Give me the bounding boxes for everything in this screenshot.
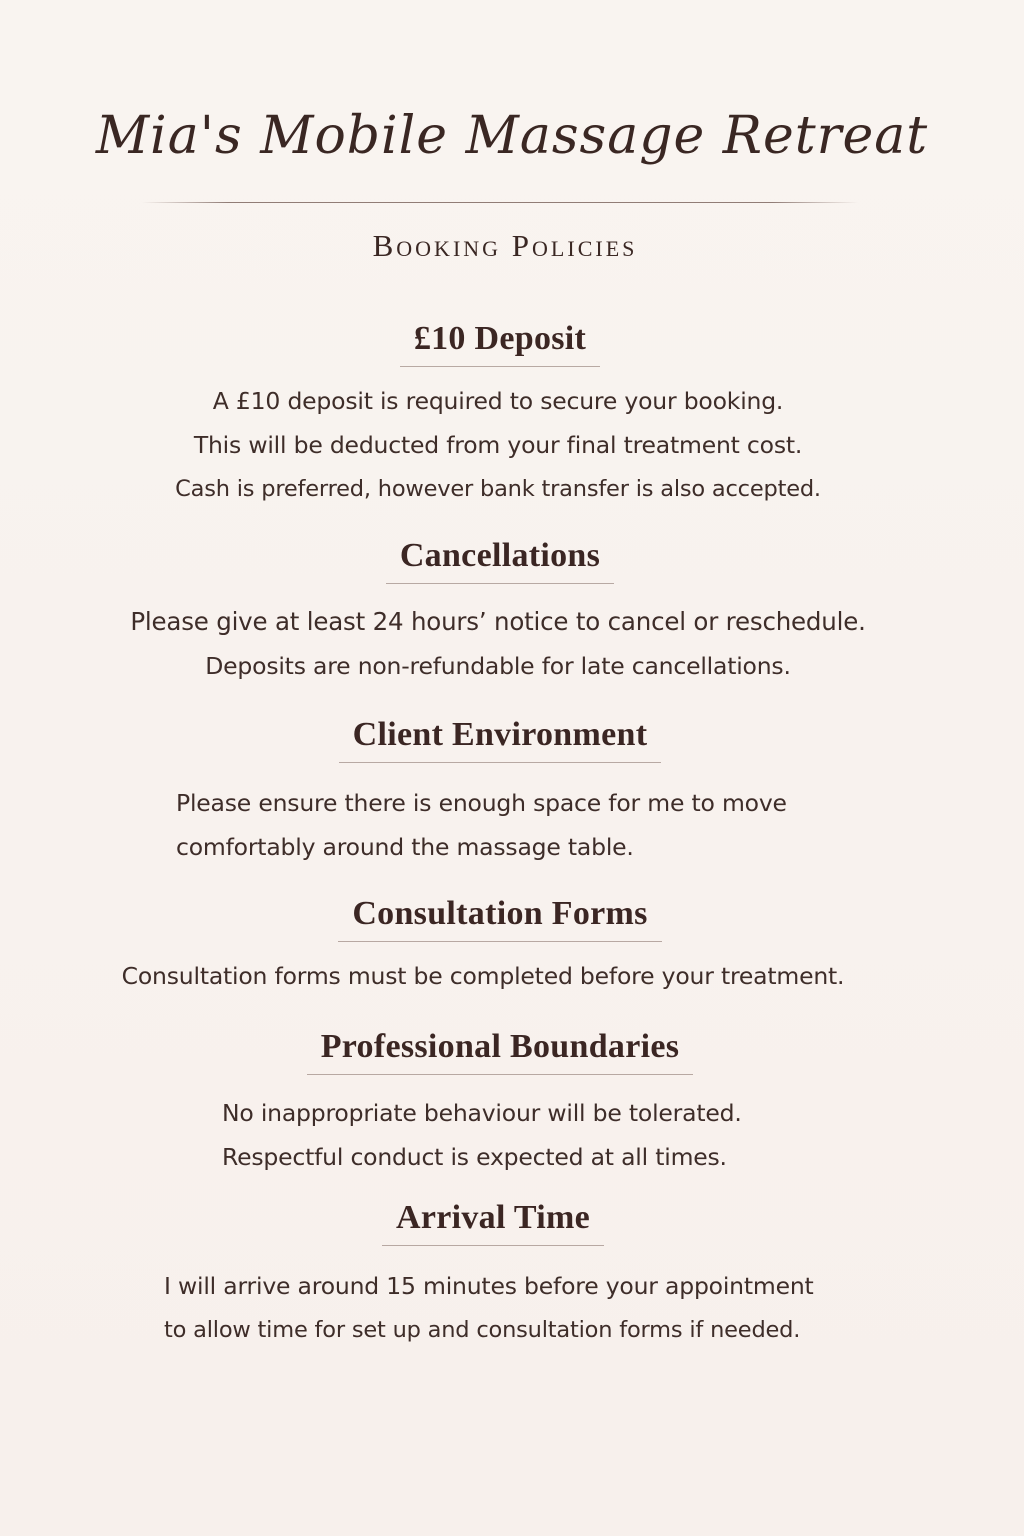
body-line: Respectful conduct is expected at all times. <box>222 1143 727 1171</box>
section-heading: Professional Boundaries <box>307 1028 694 1075</box>
body-line: I will arrive around 15 minutes before your appointment <box>164 1272 814 1300</box>
title-divider <box>142 202 858 203</box>
section-professional-boundaries <box>0 1028 1024 1179</box>
body-line: Please give at least 24 hours’ notice to cancel or reschedule. <box>130 607 866 636</box>
page-title: Mia's Mobile Massage Retreat <box>95 106 929 166</box>
body-line: Deposits are non-refundable for late cancellations. <box>205 652 791 680</box>
section-heading: Cancellations <box>386 537 614 584</box>
body-line: to allow time for set up and consultation forms if needed. <box>164 1317 801 1343</box>
section-arrival-time <box>0 1199 1024 1352</box>
body-line: A £10 deposit is required to secure your booking. <box>212 387 784 415</box>
body-line: Consultation forms must be completed before your treatment. <box>121 962 845 990</box>
section-heading: £10 Deposit <box>400 320 600 367</box>
section-heading: Arrival Time <box>382 1199 604 1246</box>
section-deposit <box>0 320 1024 511</box>
body-line: comfortably around the massage table. <box>176 833 634 861</box>
section-heading: Consultation Forms <box>338 895 661 942</box>
section-heading: Client Environment <box>339 716 662 763</box>
section-body <box>0 1091 1024 1179</box>
section-consultation-forms <box>0 895 1024 998</box>
page-subtitle: Booking Policies <box>372 228 638 263</box>
section-body <box>0 781 1024 869</box>
section-body <box>0 600 996 688</box>
body-line: Cash is preferred, however bank transfer is also accepted. <box>175 476 821 502</box>
section-body <box>0 954 966 998</box>
section-body <box>0 379 996 511</box>
section-body <box>0 1264 1024 1352</box>
body-line: This will be deducted from your final treatment cost. <box>193 431 803 459</box>
body-line: No inappropriate behaviour will be tolerated. <box>222 1099 742 1127</box>
section-cancellations <box>0 537 1024 688</box>
body-line: Please ensure there is enough space for me to move <box>176 789 787 817</box>
section-client-environment <box>0 716 1024 869</box>
